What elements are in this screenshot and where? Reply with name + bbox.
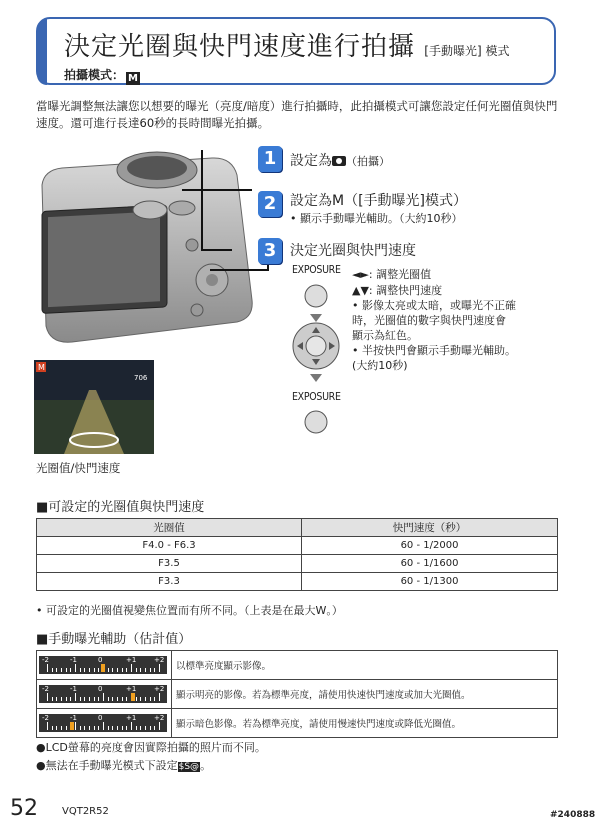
meter-tick	[98, 668, 99, 672]
document-code: VQT2R52	[62, 806, 109, 817]
meter-tick	[145, 726, 146, 730]
meter-tick	[136, 697, 137, 701]
meter-tick	[61, 697, 62, 701]
table-row: -2 -1 0 +1 +2 顯示明亮的影像。若為標準亮度，請使用快速快門速度或加大光圈值。	[37, 680, 558, 709]
note-lcd: ●LCD螢幕的亮度會因實際拍攝的照片而不同。	[36, 741, 266, 754]
mode-line: 拍攝模式： M	[64, 66, 140, 85]
camera-mode-icon	[332, 156, 346, 166]
aperture-header: 光圈值	[37, 519, 302, 537]
manual-mode-icon: M	[126, 72, 140, 85]
step-3-number: 3	[258, 238, 282, 264]
meter-tick	[94, 668, 95, 672]
page-title: 決定光圈與快門速度進行拍攝 [手動曝光] 模式	[64, 32, 510, 62]
meter-tick	[154, 697, 155, 701]
meter-scale-label: +2	[154, 714, 165, 722]
control-notes: • 影像太亮或太暗，或曝光不正確 時，光圈值的數字與快門速度會 顯示為紅色。 • 半按快門會顯示手動曝光輔助。 (大約10秒)	[352, 299, 516, 372]
table-row: F3.5 60 - 1/1600	[37, 555, 558, 573]
meter-tick	[70, 668, 71, 672]
meter-scale-label: -2	[42, 685, 49, 693]
meter-tick	[108, 726, 109, 730]
meter-tick	[122, 668, 123, 672]
camera-illustration	[32, 150, 282, 360]
meter-tick	[47, 722, 48, 730]
meter-tick	[150, 726, 151, 730]
meter-tick	[84, 697, 85, 701]
lcd-counter: 706	[134, 374, 148, 382]
meter-tick	[150, 668, 151, 672]
meter-scale-label: -1	[70, 685, 77, 693]
step-3-text: 決定光圈與快門速度	[290, 243, 416, 259]
meter-scale-label: +2	[154, 685, 165, 693]
meter-tick	[66, 668, 67, 672]
step-1-text: 設定為 （拍攝）	[290, 153, 390, 169]
meter-tick	[70, 697, 71, 701]
meter-tick	[122, 697, 123, 701]
meter-tick	[108, 668, 109, 672]
meter-scale-label: 0	[98, 656, 103, 664]
step-1-number: 1	[258, 146, 282, 172]
meter-tick	[131, 722, 132, 730]
meter-tick	[47, 693, 48, 701]
lcd-preview	[34, 360, 154, 454]
meter-tick	[84, 668, 85, 672]
meter-scale-label: +2	[154, 656, 165, 664]
step-2-text: 設定為M（[手動曝光]模式）	[290, 193, 468, 209]
meter-tick	[61, 726, 62, 730]
meter-tick	[145, 697, 146, 701]
meter-tick	[52, 697, 53, 701]
table-row: -2 -1 0 +1 +2 顯示暗色影像。若為標準亮度，請使用慢速快門速度或降低光圈值。	[37, 709, 558, 738]
meter-marker	[70, 722, 74, 730]
meter-tick	[80, 668, 81, 672]
meter-tick	[112, 726, 113, 730]
meter-tick	[94, 726, 95, 730]
assist-table	[36, 650, 558, 738]
meter-scale-label: -2	[42, 714, 49, 722]
header-accent-bar	[37, 19, 47, 85]
meter-tick	[112, 697, 113, 701]
control-dial-diagram	[286, 282, 346, 434]
document-id: #240888	[550, 810, 596, 820]
title-tag: [手動曝光] 模式	[424, 44, 510, 58]
meter-scale-label: 0	[98, 714, 103, 722]
meter-tick	[112, 668, 113, 672]
meter-scale-label: -1	[70, 714, 77, 722]
lcd-caption: 光圈值/快門速度	[36, 461, 121, 475]
meter-tick	[117, 697, 118, 701]
meter-tick	[89, 697, 90, 701]
meter-tick	[159, 664, 160, 672]
aperture-section-title: ■可設定的光圈值與快門速度	[36, 500, 205, 515]
meter-marker	[131, 693, 135, 701]
meter-tick	[136, 726, 137, 730]
meter-tick	[140, 697, 141, 701]
aperture-table	[36, 518, 558, 591]
exposure-meter	[39, 656, 167, 674]
shutter-header: 快門速度（秒）	[302, 519, 558, 537]
exposure-meter	[39, 714, 167, 732]
table-row: -2 -1 0 +1 +2 以標準亮度顯示影像。	[37, 651, 558, 680]
meter-tick	[117, 726, 118, 730]
table-row: F3.3 60 - 1/1300	[37, 573, 558, 591]
meter-scale-label: -2	[42, 656, 49, 664]
meter-tick	[126, 697, 127, 701]
meter-tick	[98, 697, 99, 701]
shutter-adjust-text: ▲▼: 調整快門速度	[352, 284, 443, 297]
aperture-adjust-text: ◄►: 調整光圈值	[352, 268, 432, 281]
note-manual-mode: ●無法在手動曝光模式下設定$S@。	[36, 759, 212, 772]
meter-tick	[75, 664, 76, 672]
meter-tick	[108, 697, 109, 701]
meter-tick	[140, 668, 141, 672]
step-2-sub: • 顯示手動曝光輔助。（大約10秒）	[290, 212, 463, 225]
meter-tick	[75, 722, 76, 730]
meter-tick	[159, 693, 160, 701]
table-row: F4.0 - F6.3 60 - 1/2000	[37, 537, 558, 555]
meter-tick	[98, 726, 99, 730]
meter-tick	[154, 668, 155, 672]
meter-tick	[103, 722, 104, 730]
meter-scale-label: -1	[70, 656, 77, 664]
meter-tick	[52, 668, 53, 672]
meter-tick	[159, 722, 160, 730]
assist-section-title: ■手動曝光輔助（估計值）	[36, 632, 192, 647]
meter-tick	[117, 668, 118, 672]
flash-slow-sync-icon: $S@	[178, 762, 200, 772]
meter-tick	[89, 726, 90, 730]
meter-tick	[61, 668, 62, 672]
meter-tick	[66, 697, 67, 701]
meter-scale-label: 0	[98, 685, 103, 693]
meter-tick	[80, 697, 81, 701]
meter-tick	[103, 693, 104, 701]
meter-tick	[84, 726, 85, 730]
lcd-mode-text: M	[38, 363, 45, 372]
meter-tick	[136, 668, 137, 672]
exposure-label-top: EXPOSURE	[292, 264, 341, 276]
intro-paragraph: 當曝光調整無法讓您以想要的曝光（亮度/暗度）進行拍攝時，此拍攝模式可讓您設定任何光圈值與快門速度。還可進行長達60秒的長時間曝光拍攝。	[36, 99, 558, 130]
page-number: 52	[10, 796, 38, 821]
meter-tick	[47, 664, 48, 672]
meter-tick	[140, 726, 141, 730]
meter-scale-label: +1	[126, 714, 137, 722]
meter-tick	[52, 726, 53, 730]
meter-tick	[56, 726, 57, 730]
aperture-note: • 可設定的光圈值視變焦位置而有所不同。（上表是在最大W。）	[36, 604, 343, 617]
meter-scale-label: +1	[126, 685, 137, 693]
meter-tick	[126, 668, 127, 672]
meter-tick	[66, 726, 67, 730]
meter-tick	[56, 697, 57, 701]
meter-tick	[154, 726, 155, 730]
step-2-number: 2	[258, 191, 282, 217]
meter-scale-label: +1	[126, 656, 137, 664]
meter-tick	[94, 697, 95, 701]
meter-tick	[56, 668, 57, 672]
meter-tick	[122, 726, 123, 730]
meter-tick	[131, 664, 132, 672]
exposure-meter	[39, 685, 167, 703]
meter-tick	[89, 668, 90, 672]
meter-tick	[75, 693, 76, 701]
meter-tick	[80, 726, 81, 730]
meter-tick	[145, 668, 146, 672]
exposure-label-bottom: EXPOSURE	[292, 391, 341, 403]
meter-tick	[126, 726, 127, 730]
meter-marker	[101, 664, 105, 672]
meter-tick	[150, 697, 151, 701]
